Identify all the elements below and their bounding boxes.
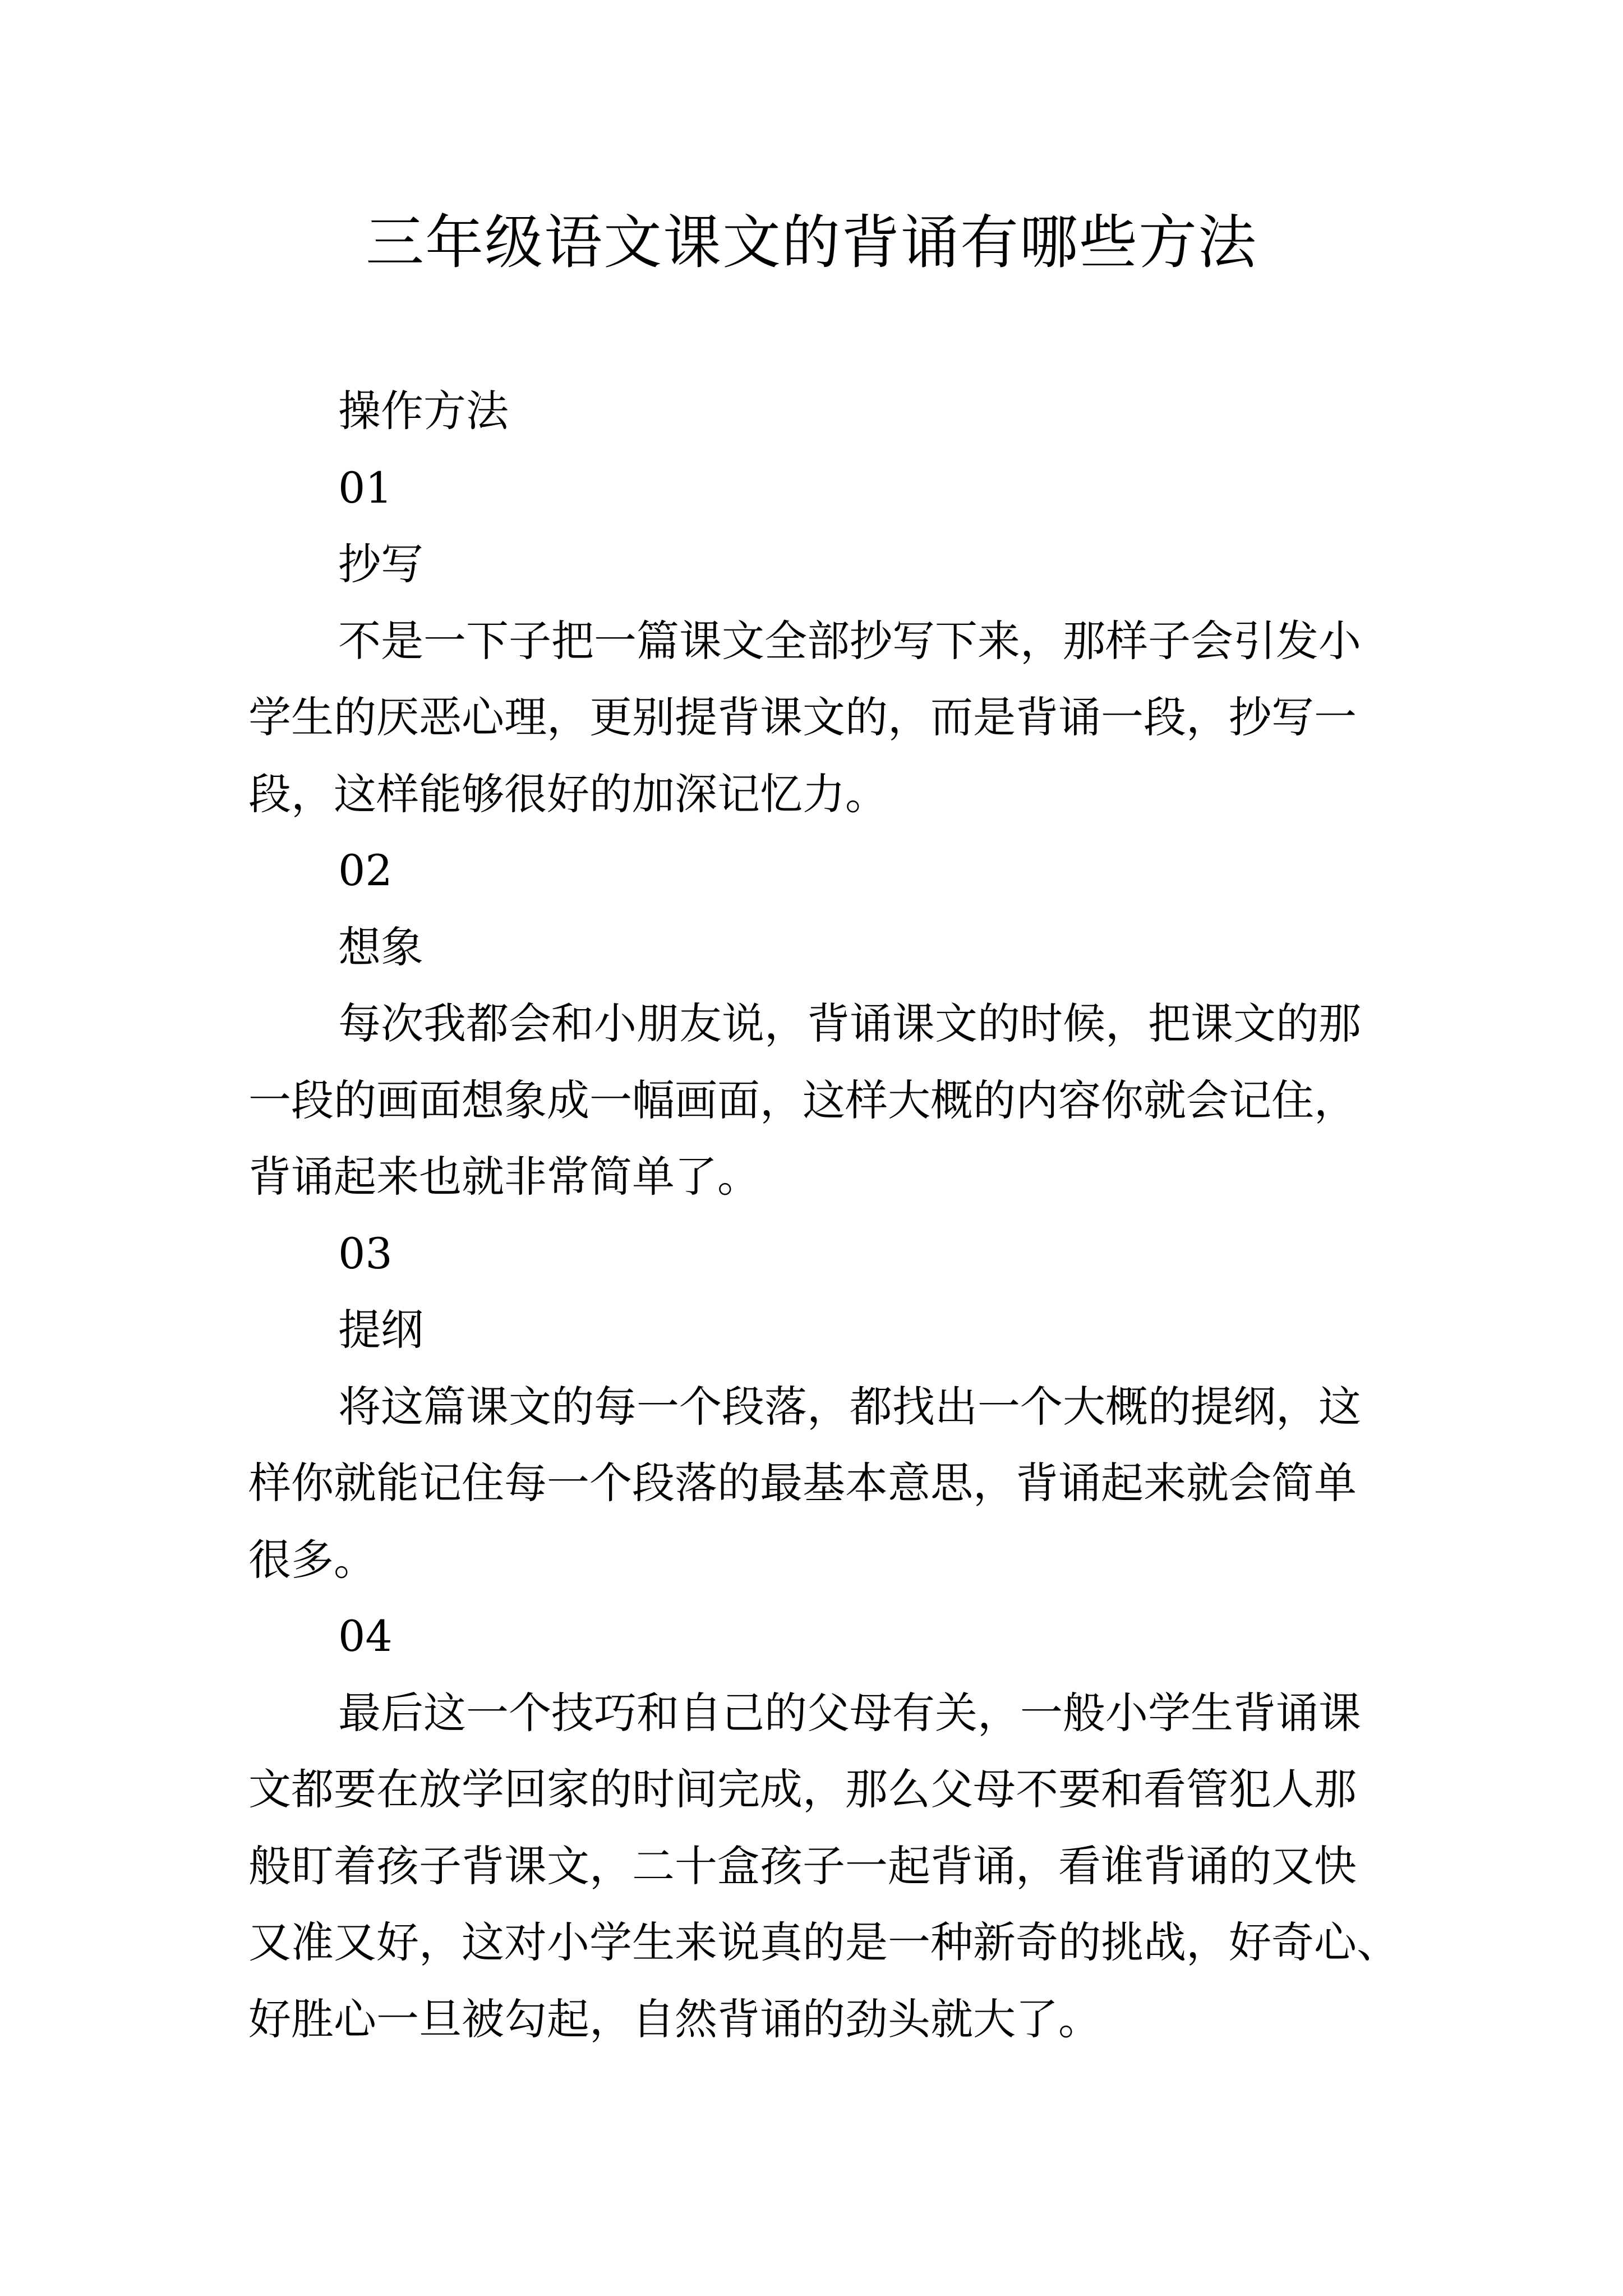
text-line: 般盯着孩子背课文，二十盒孩子一起背诵，看谁背诵的又快 bbox=[248, 1841, 1357, 1891]
document-body bbox=[248, 373, 1399, 2058]
text-line: 样你就能记住每一个段落的最基本意思，背诵起来就会简单 bbox=[248, 1458, 1357, 1508]
text-line: 又准又好，这对小学生来说真的是一种新奇的挑战，好奇心、 bbox=[248, 1917, 1399, 1967]
text-line: 操作方法 bbox=[338, 386, 509, 436]
text-line: 想象 bbox=[338, 922, 423, 972]
text-line: 好胜心一旦被勾起，自然背诵的劲头就大了。 bbox=[248, 1994, 1101, 2044]
text-line: 02 bbox=[338, 845, 393, 895]
text-line: 很多。 bbox=[248, 1534, 376, 1585]
text-line: 段，这样能够很好的加深记忆力。 bbox=[248, 769, 888, 819]
text-line: 学生的厌恶心理，更别提背课文的，而是背诵一段，抄写一 bbox=[248, 692, 1357, 742]
text-line: 不是一下子把一篇课文全部抄写下来，那样子会引发小 bbox=[338, 615, 1361, 666]
text-line: 每次我都会和小朋友说，背诵课文的时候，把课文的那 bbox=[338, 999, 1361, 1048]
text-line: 03 bbox=[338, 1228, 393, 1278]
text-line: 抄写 bbox=[338, 539, 423, 589]
text-line: 文都要在放学回家的时间完成，那么父母不要和看管犯人那 bbox=[248, 1764, 1357, 1814]
text-line: 最后这一个技巧和自己的父母有关，一般小学生背诵课 bbox=[338, 1687, 1361, 1738]
document-title: 三年级语文课文的背诵有哪些方法 bbox=[365, 208, 1257, 277]
text-line: 一段的画面想象成一幅画面，这样大概的内容你就会记住， bbox=[248, 1075, 1357, 1125]
text-line: 01 bbox=[338, 462, 393, 513]
text-line: 提纲 bbox=[338, 1305, 423, 1355]
text-line: 背诵起来也就非常简单了。 bbox=[248, 1152, 760, 1202]
text-line: 将这篇课文的每一个段落，都找出一个大概的提纲，这 bbox=[338, 1381, 1361, 1432]
text-line: 04 bbox=[338, 1611, 393, 1661]
